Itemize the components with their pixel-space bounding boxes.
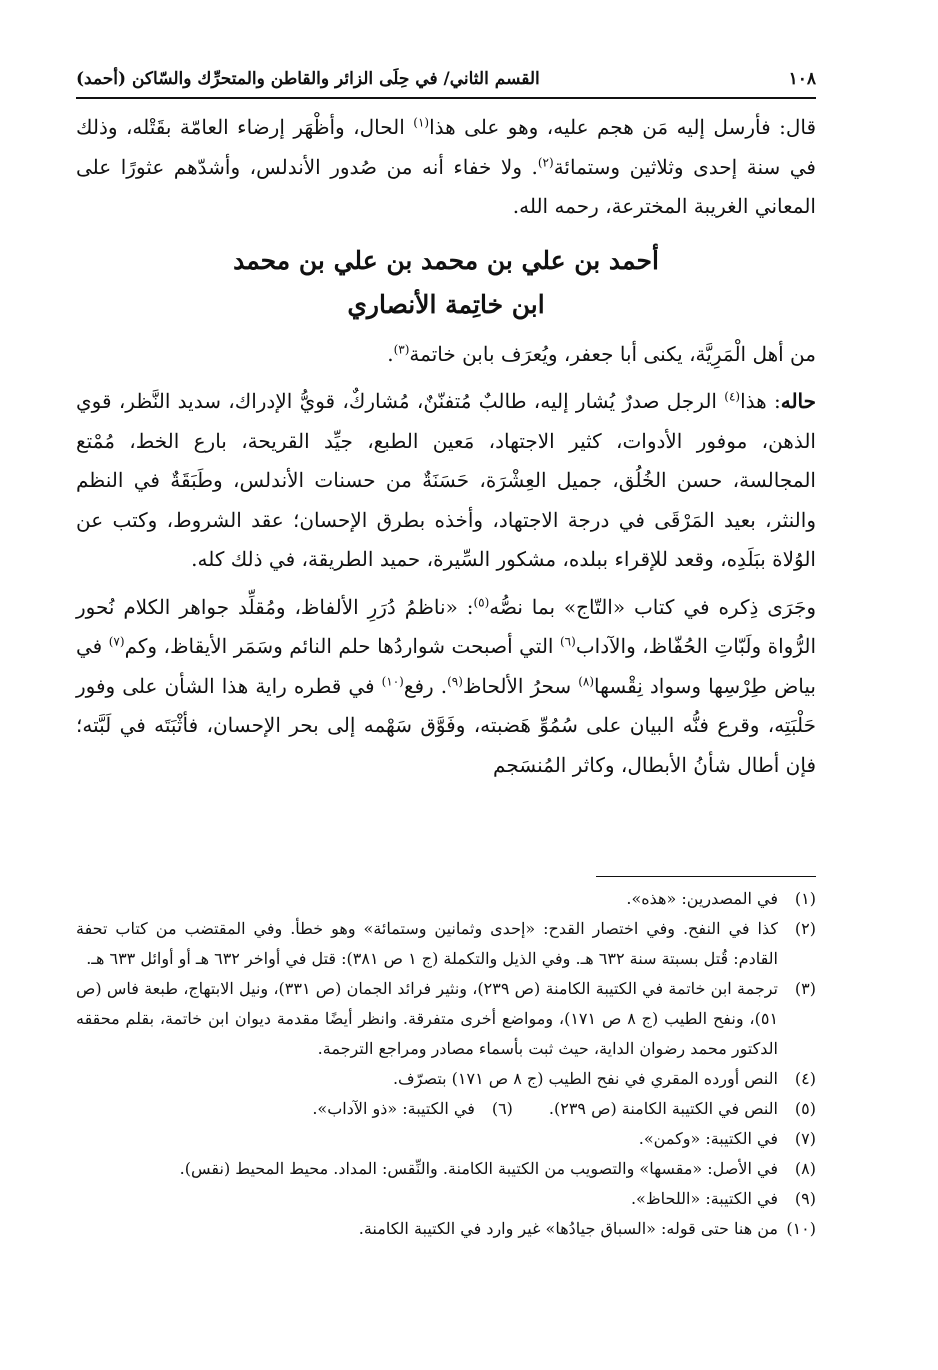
intro-paragraph	[76, 108, 816, 227]
biography-heading-line-2: ابن خاتِمة الأنصاري	[347, 289, 545, 319]
taj-paragraph	[76, 588, 816, 786]
taj-text-1: وجَرَى ذِكره في كتاب «التّاج» بما نصُّه	[489, 594, 816, 619]
footnote-text: من هنا حتى قوله: «السباق جيادُها» غير وارد في الكتيبة الكامنة.	[358, 1219, 778, 1238]
taj-text-7: في قطره راية هذا الشأن على وفور حَلْبَتِه، وقرع فنُّه البيان على سُمُوِّ هَضبته، وفَوَّق سَهْمه إلى بحر الإحسان، فأثْبَتَه في لَبَّته؛ فإن أطال شأنُ الأبطال، وكاثر المُنسَجم	[76, 673, 816, 777]
footnote-10	[76, 1214, 816, 1244]
footnote-number: (٩)	[794, 1189, 816, 1208]
footnote-text: النص أورده المقري في نفح الطيب (ج ٨ ص ١٧١) بتصرّف.	[392, 1069, 778, 1088]
footnote-text: النص في الكتيبة الكامنة (ص ٢٣٩).	[548, 1099, 778, 1118]
state-paragraph	[76, 382, 816, 580]
running-head	[76, 62, 816, 96]
footnote-ref-5[interactable]: (٥)	[473, 594, 490, 609]
footnote-separator	[596, 876, 816, 877]
footnote-6	[312, 1094, 513, 1124]
taj-text-3: التي أصبحت شواردُها حلم النائم وسَمَر الأيقاظ، وكم	[124, 634, 560, 658]
footnote-3	[76, 974, 816, 1064]
footnote-5	[549, 1094, 816, 1124]
origin-text: من أهل الْمَرِيَّة، يكنى أبا جعفر، ويُعرَف بابن خاتمة	[409, 341, 816, 366]
footnote-number: (١٠)	[786, 1219, 816, 1238]
footnote-ref-4[interactable]: (٤)	[724, 389, 741, 404]
footnote-1	[76, 884, 816, 914]
footnote-number: (٧)	[794, 1129, 816, 1148]
main-text	[76, 108, 816, 785]
header-rule	[76, 97, 816, 99]
footnote-2	[76, 914, 816, 974]
footnote-pair-5-6	[76, 1094, 816, 1124]
footnote-ref-2[interactable]: (٢)	[537, 154, 554, 169]
footnote-ref-7[interactable]: (٧)	[108, 634, 125, 649]
footnote-number: (٥)	[794, 1099, 816, 1118]
state-text-2: الرجل صدرٌ يُشار إليه، طالبٌ مُتفنّنٌ، مُشاركٌ، قويُّ الإدراك، سديد النَّظر، قوي الذهن، موفور الأدوات، كثير الاجتهاد، مَعين الطبع، جيِّد القريحة، بارع الخط، مُمْتع المجالسة، حسن الخُلُق، جميل العِشْرَة، حَسَنَةٌ من حسنات الأندلس، وطَبَقَةٌ في النظم والنثر، بعيد المَرْقَى في درجة الاجتهاد، وأخذه بطرق الإحسان؛ عقد الشروط، وكتب عن الوُلاة ببَلَدِه، وقعد للإقراء ببلده، مشكور السِّيرة، حميد الطريقة، في ذلك كله.	[76, 389, 816, 571]
footnote-text: ترجمة ابن خاتمة في الكتيبة الكامنة (ص ٢٣٩)، ونثير فرائد الجمان (ص ٣٣١)، ونيل الابتهاج، طبعة فاس (ص ٥١)، ونفح الطيب (ج ٨ ص ١٧١)، ومواضع أخرى متفرقة. وانظر أيضًا مقدمة ديوان ابن خاتمة، بقلم محققه الدكتور محمد رضوان الداية، حيث ثبت بأسماء مصادر ومراجع الترجمة.	[76, 979, 779, 1058]
taj-text-4: في بياض طِرْسِها وسواد نِقْسها	[76, 634, 816, 698]
footnote-ref-8[interactable]: (٨)	[578, 673, 595, 688]
footnote-text: في الكتيبة: «ذو الآداب».	[312, 1099, 475, 1118]
intro-text-3: . ولا خفاء أنه من صُدور الأندلس، وأشدّهم عثورًا على المعاني الغريبة المخترعة، رحمه الله.	[76, 154, 816, 218]
intro-text-1: قال: فأرسل إليه مَن هجم عليه، وهو على هذا	[429, 115, 817, 139]
taj-text-2: : «ناظمُ دُرَرِ الألفاظ، ومُقلِّد جواهر الكلام نُحور الرُّواة ولَبّاتِ الحُفّاظ، والآداب	[76, 594, 817, 658]
state-text-1: : هذا	[740, 389, 781, 413]
footnote-text: في الكتيبة: «اللحاظ».	[630, 1189, 778, 1208]
footnote-ref-9[interactable]: (٩)	[447, 673, 463, 688]
footnotes	[76, 884, 816, 1244]
footnote-text: في المصدرين: «هذه».	[626, 889, 778, 908]
state-lead: حاله	[780, 389, 816, 413]
footnote-ref-1[interactable]: (١)	[413, 115, 430, 130]
footnote-text: كذا في النفح. وفي اختصار القدح: «إحدى وثمانين وستمائة» وهو خطأ. وفي المقتضب من كتاب تحفة القادم: قُتل بسبتة سنة ٦٣٢ هـ. وفي الذيل والتكملة (ج ١ ص ٣٨١): قتل في أواخر ٦٣٢ هـ أو أوائل ٦٣٣ هـ.	[76, 919, 778, 968]
biography-heading	[76, 239, 816, 327]
origin-end: .	[387, 341, 394, 366]
footnote-number: (٢)	[794, 919, 816, 938]
footnote-number: (١)	[794, 889, 816, 908]
page-number: ١٠٨	[788, 69, 816, 89]
footnote-ref-3[interactable]: (٣)	[393, 341, 410, 356]
footnote-9	[76, 1184, 816, 1214]
running-title: القسم الثاني/ في حِلَى الزائر والقاطن والمتحرِّك والسّاكن (أحمد)	[76, 69, 540, 89]
footnote-ref-10[interactable]: (١٠)	[381, 673, 404, 688]
taj-text-5: سحرُ الألحاظ	[462, 673, 579, 698]
footnote-text: في الأصل: «مقسها» والتصويب من الكتيبة الكامنة. والنِّقس: المداد. محيط المحيط (نقس).	[179, 1159, 778, 1178]
footnote-text: في الكتيبة: «وكمن».	[638, 1129, 778, 1148]
footnote-number: (٤)	[794, 1069, 816, 1088]
footnote-8	[76, 1154, 816, 1184]
footnote-number: (٣)	[794, 979, 816, 998]
footnote-number: (٨)	[794, 1159, 816, 1178]
footnote-7	[76, 1124, 816, 1154]
taj-text-6: . رفع	[403, 673, 448, 698]
origin-paragraph	[76, 335, 816, 375]
footnote-number: (٦)	[491, 1099, 513, 1118]
intro-text-2: الحال، وأظْهَر إرضاء العامّة بقَتْله، وذلك في سنة إحدى وثلاثين وستمائة	[76, 115, 816, 179]
footnote-ref-6[interactable]: (٦)	[559, 634, 576, 649]
biography-heading-line-1: أحمد بن علي بن محمد بن علي بن محمد	[233, 245, 659, 275]
footnote-4	[76, 1064, 816, 1094]
